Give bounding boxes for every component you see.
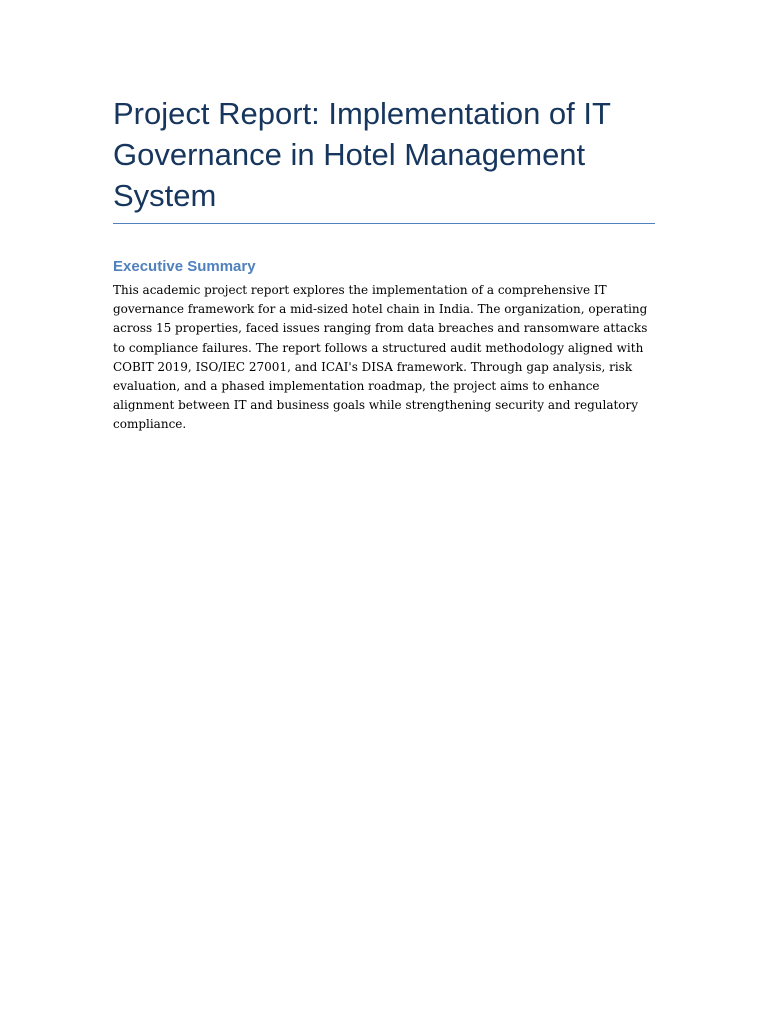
section-body-paragraph: This academic project report explores the implementation of a comprehensive IT governance framework for a mid-sized hotel chain in India. The organization, operating across 15 properties, faced issues ranging from data breaches and ransomware attacks to compliance failures. The report follows a structured audit methodology aligned with COBIT 2019, ISO/IEC 27001, and ICAI's DISA framework. Through gap analysis, risk evaluation, and a phased implementation roadmap, the project aims to enhance alignment between IT and business goals while strengthening security and regulatory compliance. — [113, 283, 648, 432]
document-content — [113, 93, 655, 435]
section-heading: Executive Summary — [113, 258, 256, 275]
document-title: Project Report: Implementation of IT Governance in Hotel Management System — [113, 96, 611, 213]
title-underline-divider — [113, 223, 655, 224]
executive-summary-section — [113, 257, 655, 435]
